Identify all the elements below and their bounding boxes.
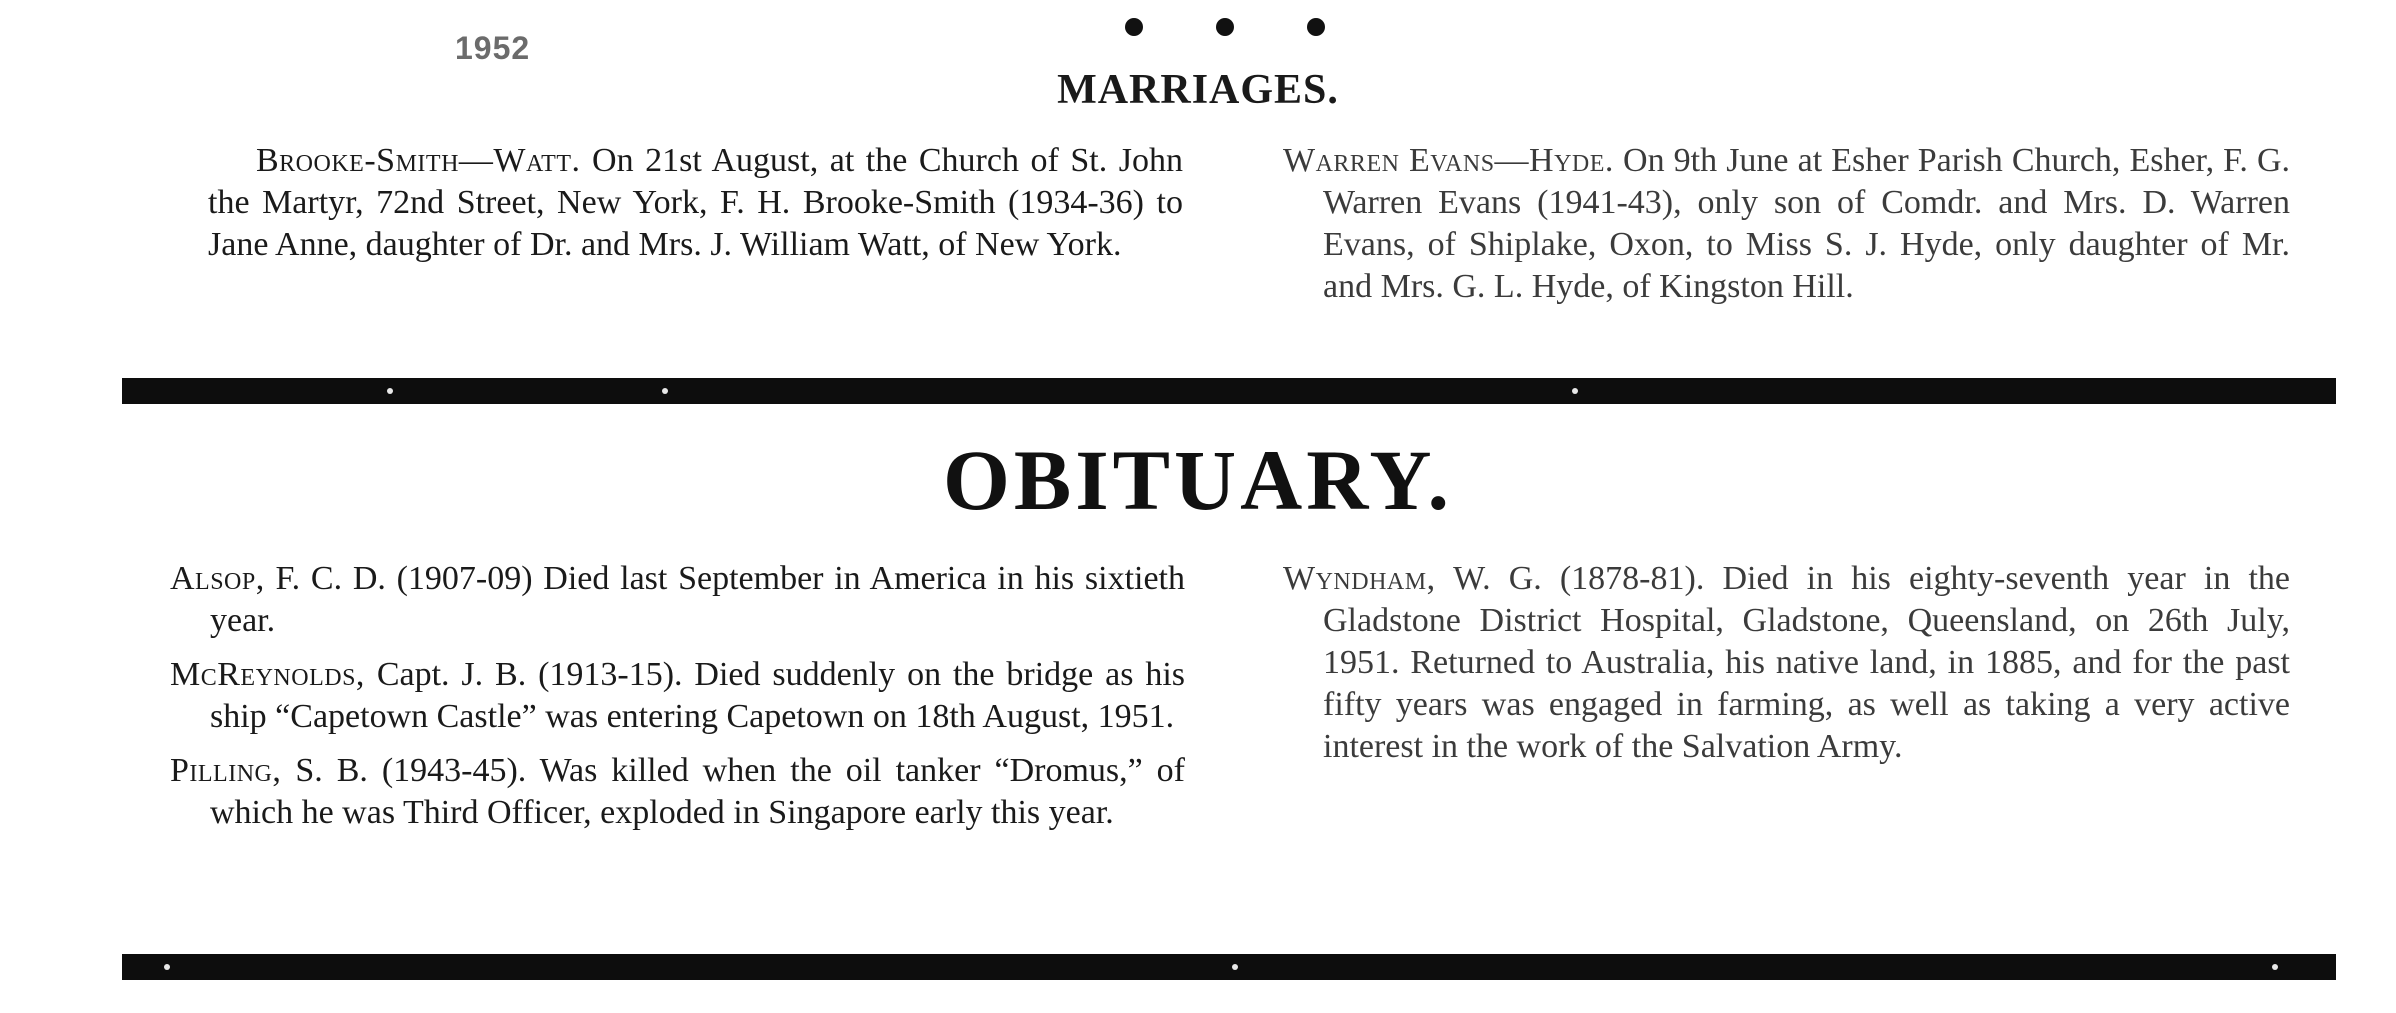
obituary-name: Alsop,: [170, 560, 265, 597]
obituary-entry: [170, 654, 1185, 738]
obituary-text: S. B. (1943-45). Was killed when the oil tanker “Dromus,” of which he was Third Officer, exploded in Singapore early this year.: [210, 752, 1185, 831]
marriage-entry: [1283, 140, 2290, 308]
page-year: 1952: [455, 30, 531, 66]
marriages-heading: MARRIAGES.: [1057, 67, 1339, 113]
obituary-name: Pilling,: [170, 752, 282, 789]
marriages-left-column: [208, 140, 1183, 266]
marriage-names: Brooke-Smith—Watt.: [256, 142, 581, 179]
obituary-entry: [170, 558, 1185, 642]
obituary-text: W. G. (1878-81). Died in his eighty-seventh year in the Gladstone District Hospital, Gladstone, Queensland, on 26th July, 1951. Returned to Australia, his native land, in 1885, and for the past fifty years was engaged in farming, as well as taking a very active interest in the work of the Salvation Army.: [1323, 560, 2291, 765]
marriage-text: On 9th June at Esher Parish Church, Esher, F. G. Warren Evans (1941-43), only son of Comdr. and Mrs. D. Warren Evans, of Shiplake, Oxon, to Miss S. J. Hyde, only daughter of Mr. and Mrs. G. L. Hyde, of Kingston Hill.: [1323, 142, 2291, 305]
obituary-name: Wyndham,: [1283, 560, 1436, 597]
ornament-dots: [1125, 14, 1325, 40]
marriage-text: On 21st August, at the Church of St. John the Martyr, 72nd Street, New York, F. H. Brooke-Smith (1934-36) to Jane Anne, daughter of Dr. and Mrs. J. William Watt, of New York.: [208, 142, 1183, 263]
obituary-right-column: [1283, 558, 2290, 780]
ornament-dot: [1125, 18, 1143, 36]
section-divider-rule: [122, 954, 2336, 980]
marriages-right-column: [1283, 140, 2290, 308]
ornament-dot: [1307, 18, 1325, 36]
obituary-heading: OBITUARY.: [942, 432, 1454, 528]
rule-speck: [387, 388, 393, 394]
obituary-text: Capt. J. B. (1913-15). Died suddenly on the bridge as his ship “Capetown Castle” was entering Capetown on 18th August, 1951.: [210, 656, 1185, 735]
rule-speck: [2272, 964, 2278, 970]
marriage-names: Warren Evans—Hyde.: [1283, 142, 1614, 179]
marriage-entry: [208, 140, 1183, 266]
obituary-name: McReynolds,: [170, 656, 365, 693]
rule-speck: [1572, 388, 1578, 394]
rule-speck: [662, 388, 668, 394]
obituary-left-column: [170, 558, 1185, 846]
obituary-text: F. C. D. (1907-09) Died last September in America in his sixtieth year.: [210, 560, 1185, 639]
obituary-entry: [1283, 558, 2290, 768]
obituary-entry: [170, 750, 1185, 834]
ornament-dot: [1216, 18, 1234, 36]
rule-speck: [1232, 964, 1238, 970]
rule-speck: [164, 964, 170, 970]
section-divider-rule: [122, 378, 2336, 404]
